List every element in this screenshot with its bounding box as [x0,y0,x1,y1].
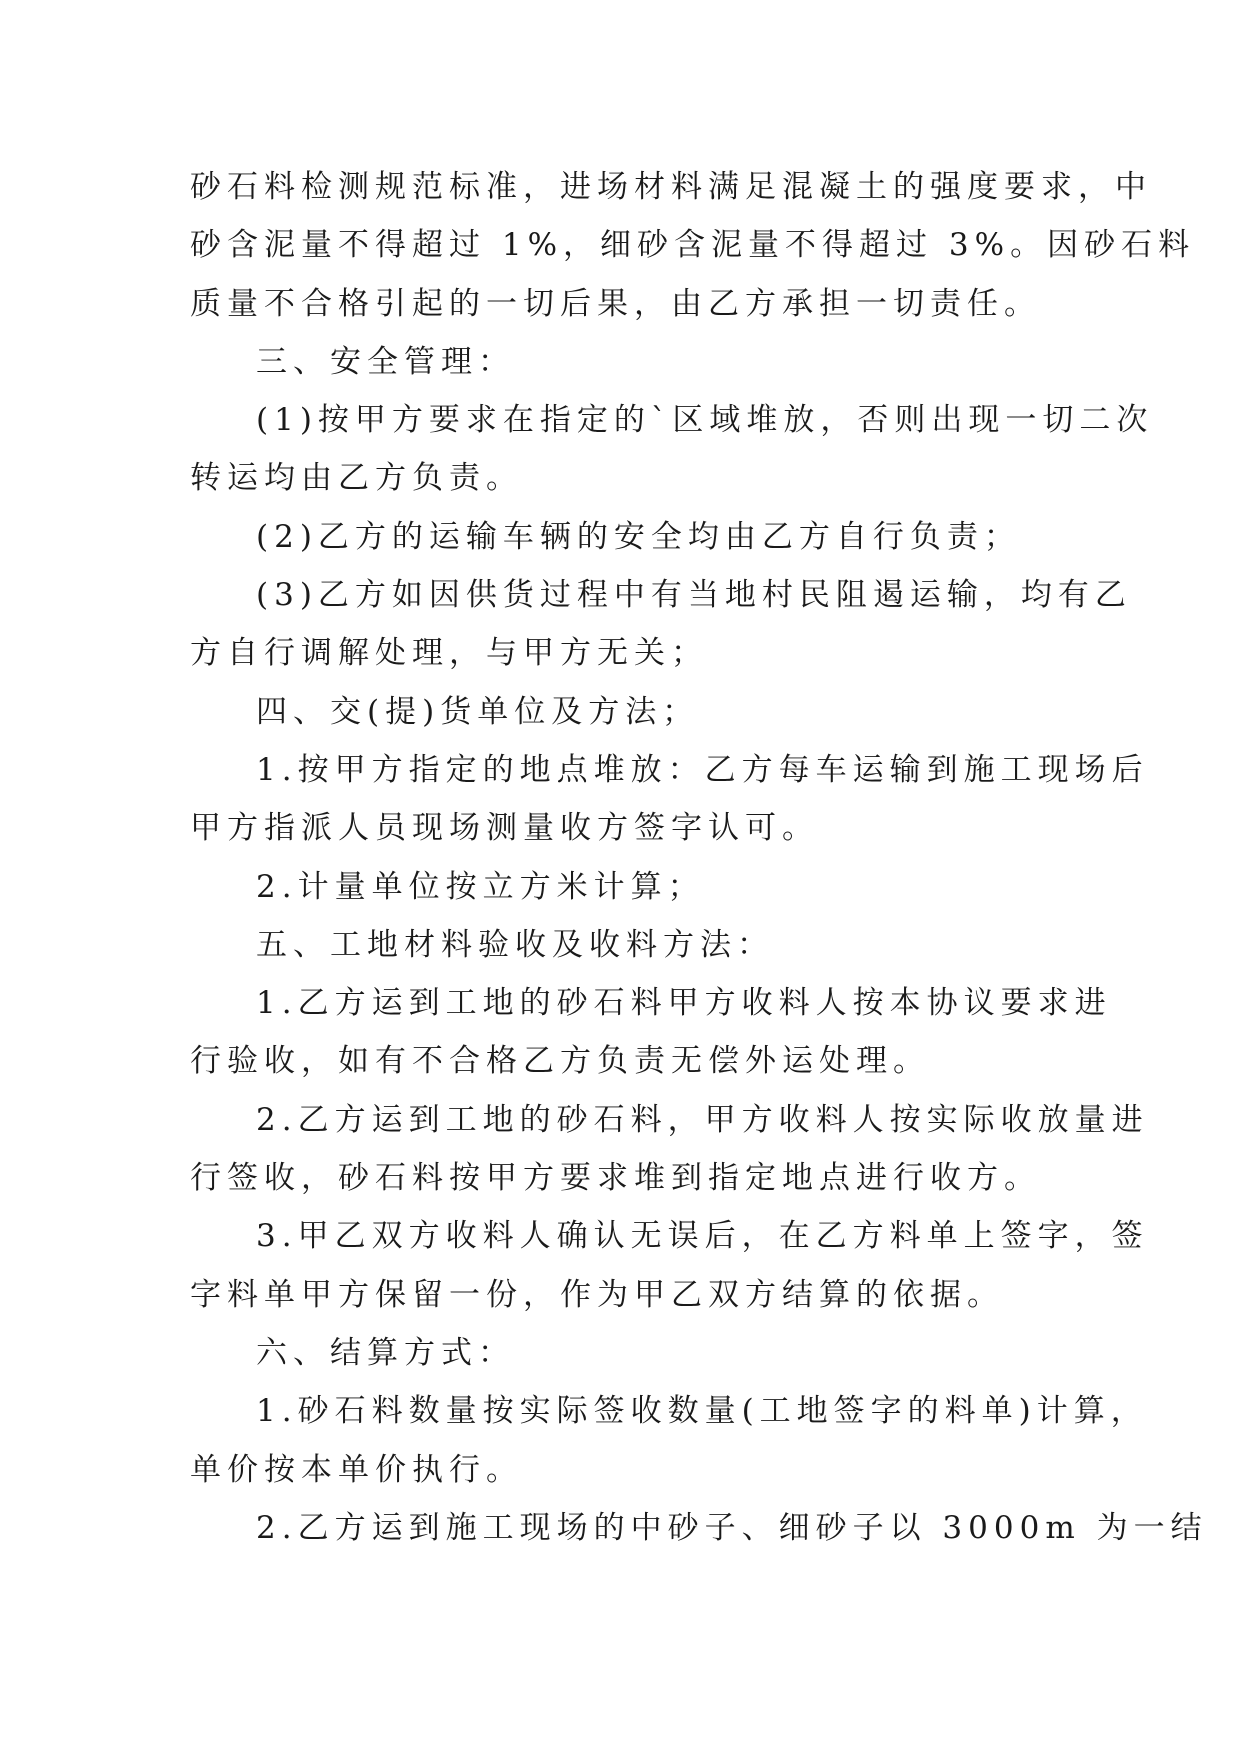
text-line: 2.乙方运到工地的砂石料，甲方收料人按实际收放量进 [256,1101,1149,1138]
text-line: 1.乙方运到工地的砂石料甲方收料人按本协议要求进 [256,985,1112,1022]
text-line: (3)乙方如因供货过程中有当地村民阻遏运输，均有乙 [256,577,1132,614]
text-line: 五、工地材料验收及收料方法： [256,926,774,963]
text-line: 行签收，砂石料按甲方要求堆到指定地点进行收方。 [190,1160,1041,1197]
document-body [190,158,1208,1557]
text-line: 质量不合格引起的一切后果，由乙方承担一切责任。 [190,285,1041,322]
text-line: 三、安全管理： [256,343,515,380]
text-line: 六、结算方式： [256,1334,515,1371]
text-line: 2.乙方运到施工现场的中砂子、细砂子以 3000m 为一结 [256,1509,1208,1546]
text-line: 砂含泥量不得超过 1%，细砂含泥量不得超过 3%。因砂石料 [190,227,1196,264]
text-line: (2)乙方的运输车辆的安全均由乙方自行负责； [256,518,1021,555]
text-line: 字料单甲方保留一份，作为甲乙双方结算的依据。 [190,1276,1004,1313]
text-line: 甲方指派人员现场测量收方签字认可。 [190,810,819,847]
text-line: 行验收，如有不合格乙方负责无偿外运处理。 [190,1043,930,1080]
text-line: 砂石料检测规范标准，进场材料满足混凝土的强度要求，中 [190,169,1152,205]
text-line: 1.砂石料数量按实际签收数量(工地签字的料单)计算， [256,1393,1148,1430]
text-line: (1)按甲方要求在指定的`区域堆放，否则出现一切二次 [256,402,1154,439]
text-line: 转运均由乙方负责。 [190,460,523,497]
text-line: 四、交(提)货单位及方法； [256,693,700,730]
text-line: 2.计量单位按立方米计算； [256,868,705,905]
text-line: 1.按甲方指定的地点堆放：乙方每车运输到施工现场后 [256,751,1149,788]
text-line: 方自行调解处理，与甲方无关； [190,635,708,672]
text-line: 单价按本单价执行。 [190,1451,523,1488]
text-line: 3.甲乙双方收料人确认无误后，在乙方料单上签字，签 [256,1218,1149,1255]
